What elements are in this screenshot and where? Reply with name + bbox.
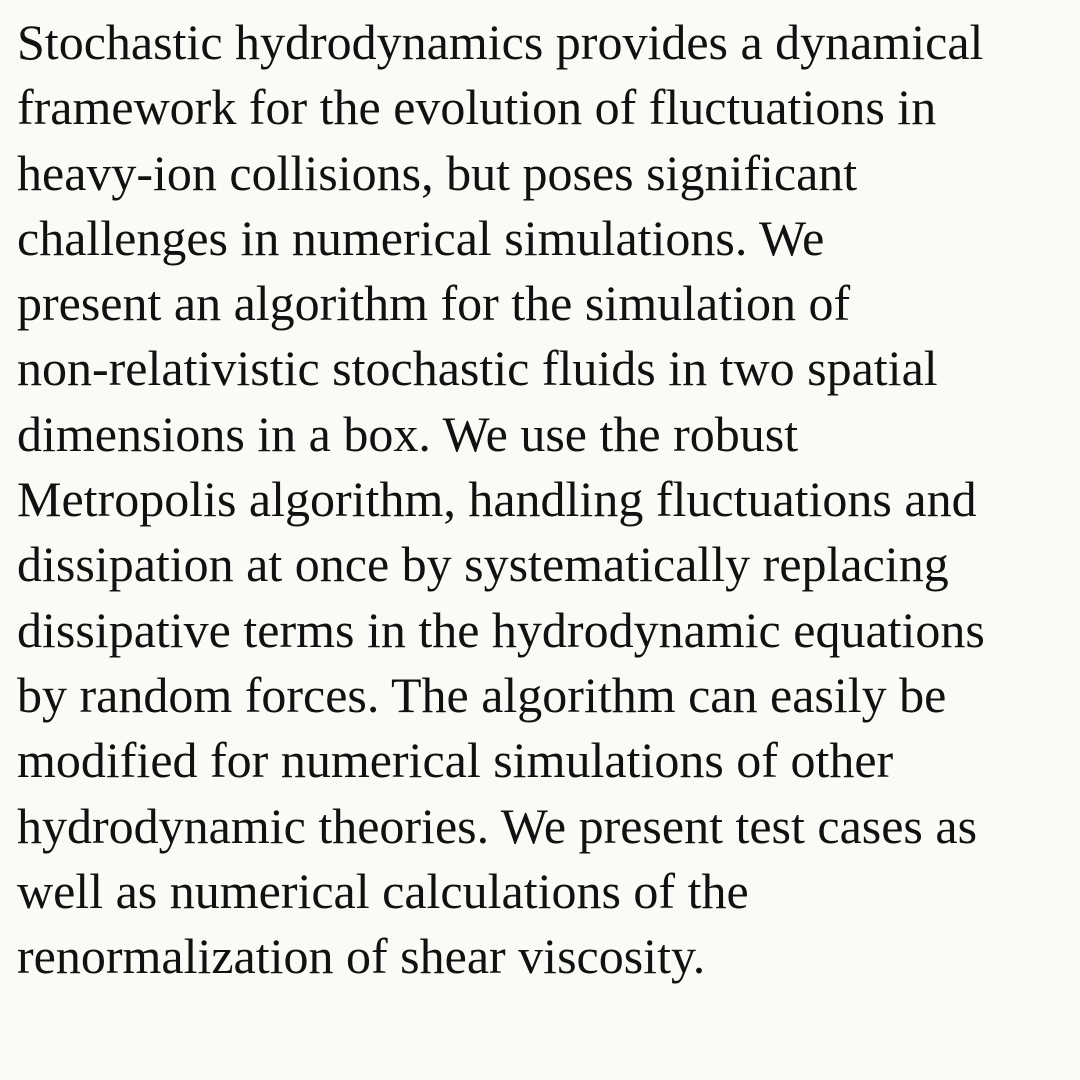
- abstract-line: dissipative terms in the hydrodynamic equations: [17, 601, 985, 658]
- abstract-line: hydrodynamic theories. We present test cases as: [17, 797, 978, 854]
- abstract-text: [17, 10, 1067, 989]
- abstract-line: Metropolis algorithm, handling fluctuations and: [17, 471, 977, 528]
- abstract-line: dimensions in a box. We use the robust: [17, 405, 799, 462]
- abstract-line: non-relativistic stochastic fluids in two spatial: [17, 340, 938, 397]
- abstract-line: dissipation at once by systematically replacing: [17, 536, 949, 593]
- abstract-line: by random forces. The algorithm can easily be: [17, 666, 947, 723]
- abstract-line: well as numerical calculations of the: [17, 862, 749, 919]
- abstract-line: framework for the evolution of fluctuations in: [17, 79, 937, 136]
- abstract-line: renormalization of shear viscosity.: [17, 928, 706, 985]
- abstract-line: modified for numerical simulations of other: [17, 732, 894, 789]
- abstract-line: challenges in numerical simulations. We: [17, 209, 825, 266]
- abstract-line: Stochastic hydrodynamics provides a dynamical: [17, 14, 984, 70]
- abstract-line: heavy-ion collisions, but poses significant: [17, 144, 858, 201]
- abstract-line: present an algorithm for the simulation of: [17, 275, 851, 332]
